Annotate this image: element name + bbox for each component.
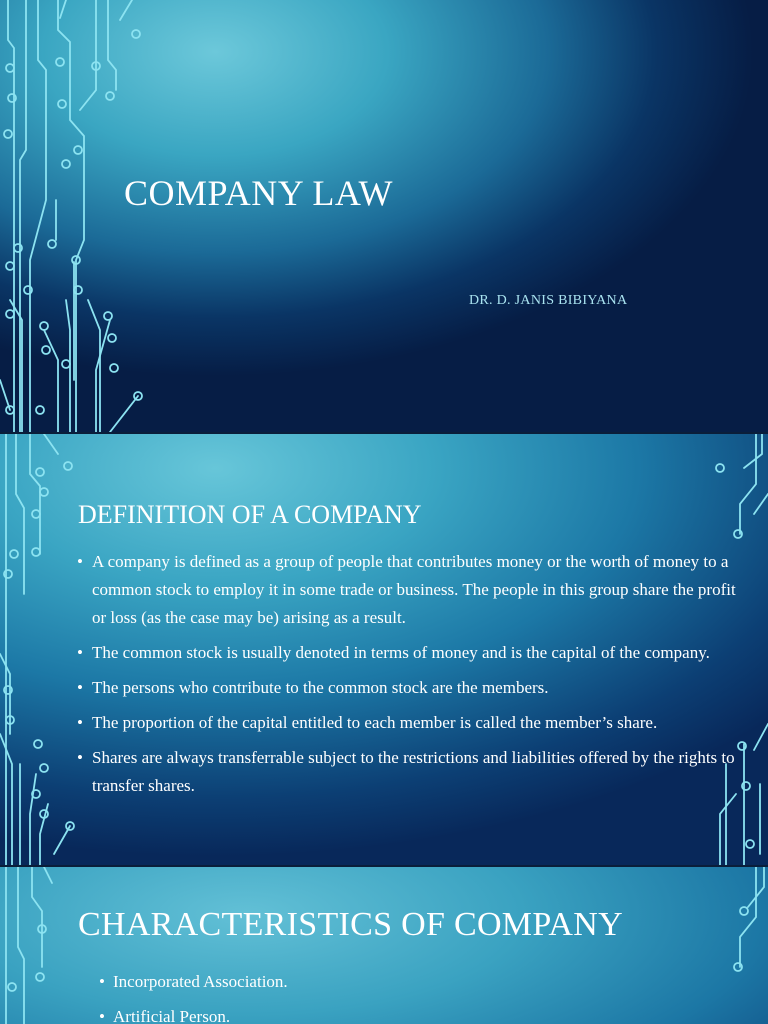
bullet-item: • Incorporated Association. xyxy=(98,968,698,996)
slide-title: CHARACTERISTICS OF COMPANY xyxy=(78,906,623,943)
slide-title: COMPANY LAW xyxy=(124,173,393,213)
presenter-name: DR. D. JANIS BIBIYANA xyxy=(469,293,628,308)
bullet-list xyxy=(98,968,698,1024)
slide-title: DEFINITION OF A COMPANY xyxy=(78,500,422,529)
circuit-decoration-left xyxy=(0,867,60,1024)
circuit-decoration-left xyxy=(0,434,80,865)
bullet-item: • Artificial Person. xyxy=(98,1003,698,1024)
title-slide xyxy=(0,0,768,432)
characteristics-slide xyxy=(0,867,768,1024)
bullet-list xyxy=(76,548,746,807)
bullet-item: • A company is defined as a group of people that contributes money or the worth of money to a common stock to employ it in some trade or business. The people in this group share the profit or loss (as the case may be) arising as a result. xyxy=(76,548,746,632)
bullet-item: • The proportion of the capital entitled to each member is called the member’s share. xyxy=(76,709,746,737)
circuit-decoration-right xyxy=(700,867,768,1024)
bullet-item: • Shares are always transferrable subject to the restrictions and liabilities offered by the rights to transfer shares. xyxy=(76,744,746,800)
definition-slide xyxy=(0,434,768,865)
bullet-item: • The persons who contribute to the common stock are the members. xyxy=(76,674,746,702)
circuit-decoration-left xyxy=(0,0,170,432)
bullet-item: • The common stock is usually denoted in terms of money and is the capital of the company. xyxy=(76,639,746,667)
